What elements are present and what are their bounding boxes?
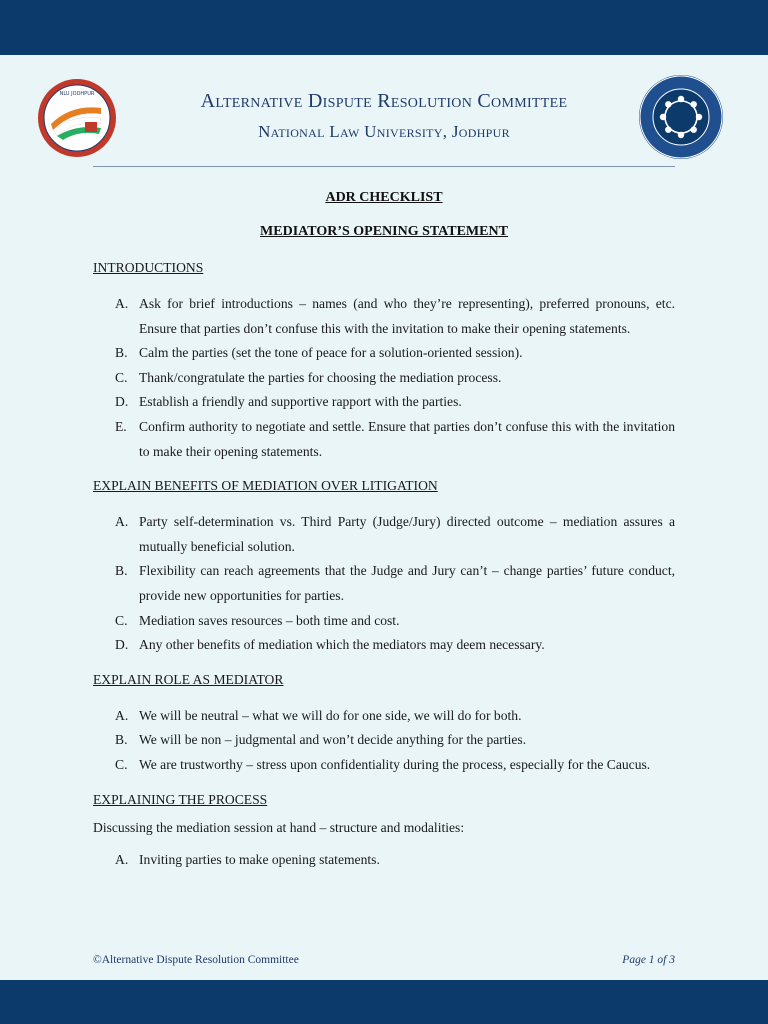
section-title-role: EXPLAIN ROLE AS MEDIATOR — [93, 671, 284, 687]
checklist-body — [93, 258, 675, 872]
header-divider — [93, 166, 675, 167]
list-item: D. Establish a friendly and supportive rapport with the parties. — [115, 394, 462, 410]
process-list — [93, 848, 675, 873]
page-number: Page 1 of 3 — [622, 954, 675, 966]
bottom-banner — [0, 980, 768, 1024]
list-item: A. Inviting parties to make opening statements. — [115, 851, 380, 867]
list-item: B. Flexibility can reach agreements that the Judge and Jury can’t – change parties’ future conduct, provide new opportunities for parties. — [115, 563, 675, 603]
university-subtitle: National Law University, Jodhpur — [258, 122, 510, 141]
section-title-process: EXPLAINING THE PROCESS — [93, 791, 268, 807]
section-title-introductions: INTRODUCTIONS — [93, 260, 204, 275]
list-item: A. We will be neutral – what we will do for one side, we will do for both. — [115, 707, 522, 723]
list-item: A. Ask for brief introductions – names (and who they’re representing), preferred pronouns, etc. Ensure that parties don’t confuse this with the invitation to make their opening statements. — [115, 296, 675, 336]
list-item: B. We will be non – judgmental and won’t decide anything for the parties. — [115, 732, 527, 748]
list-item: E. Confirm authority to negotiate and settle. Ensure that parties don’t confuse this with the invitation to make their opening statements. — [115, 418, 675, 459]
section-title-benefits: EXPLAIN BENEFITS OF MEDIATION OVER LITIGATION — [93, 478, 438, 494]
document-heading: ADR CHECKLIST — [325, 190, 443, 205]
role-list — [93, 704, 675, 778]
list-item: D. Any other benefits of mediation which the mediators may deem necessary. — [115, 637, 545, 653]
list-item: C. Mediation saves resources – both time and cost. — [115, 612, 400, 628]
list-item: B. Calm the parties (set the tone of peace for a solution-oriented session). — [115, 345, 523, 361]
introductions-list — [93, 292, 675, 464]
svg-text:NLU JODHPUR: NLU JODHPUR — [59, 91, 95, 97]
footer-copyright: ©Alternative Dispute Resolution Committee — [93, 954, 299, 966]
document-subheading: MEDIATOR’S OPENING STATEMENT — [260, 224, 508, 239]
list-item: A. Party self-determination vs. Third Party (Judge/Jury) directed outcome – mediation assures a mutually beneficial solution. — [115, 514, 675, 554]
top-banner — [0, 0, 768, 55]
process-intro: Discussing the mediation session at hand – structure and modalities: — [93, 819, 465, 835]
list-item: C. We are trustworthy – stress upon confidentiality during the process, especially for the Caucus. — [115, 756, 651, 772]
benefits-list — [93, 510, 675, 658]
adr-committee-logo-icon — [638, 74, 724, 160]
list-item: C. Thank/congratulate the parties for choosing the mediation process. — [115, 369, 502, 385]
committee-title: Alternative Dispute Resolution Committee — [200, 90, 568, 112]
